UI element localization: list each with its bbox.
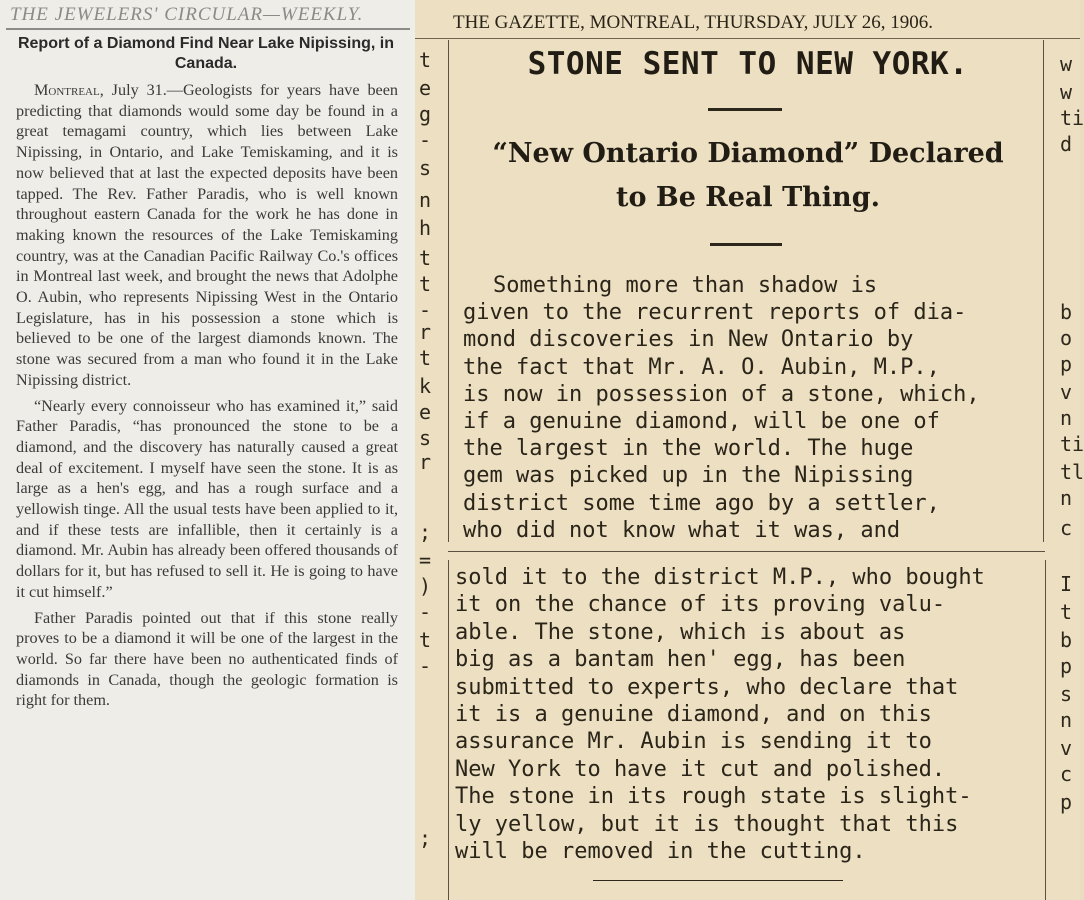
masthead-rule bbox=[6, 28, 410, 30]
fragment-glyph: t bbox=[419, 346, 432, 370]
fragment-glyph: p bbox=[1060, 654, 1073, 678]
jewelers-paragraph-2: “Nearly every connoisseur who has examined it,” said Father Paradis, “has pronounced the stone to be a diamond, and the discovery has naturally caused a great deal of excitement. I myself have seen the stone. It is as large as a hen's egg, and has a rough surface and a yellowish tinge. All the usual tests have been applied to it, and if these tests are infallible, then it certainly is a diamond. Mr. Aubin has already been offered thousands of dollars for it, but has refused to sell it. He is going to have it cut himself.” bbox=[16, 396, 398, 601]
gazette-line: will be removed in the cutting. bbox=[455, 838, 866, 864]
fragment-glyph: - bbox=[419, 600, 432, 624]
fragment-glyph: - bbox=[419, 298, 432, 322]
fragment-glyph: = bbox=[419, 548, 432, 572]
fragment-glyph: b bbox=[1060, 628, 1073, 652]
gazette-body-lower bbox=[455, 564, 1033, 865]
gazette-line: The stone in its rough state is slight- bbox=[455, 784, 972, 810]
gazette-line: given to the recurrent reports of dia- bbox=[463, 300, 967, 326]
fragment-glyph: h bbox=[419, 216, 432, 240]
fragment-glyph: r bbox=[419, 320, 432, 344]
gazette-line: ly yellow, but it is thought that this bbox=[455, 811, 959, 837]
fragment-glyph: ti bbox=[1060, 106, 1084, 130]
fragment-glyph: e bbox=[419, 400, 432, 424]
title-dash bbox=[708, 108, 782, 111]
fragment-glyph: c bbox=[1060, 516, 1073, 540]
fragment-glyph: n bbox=[419, 188, 432, 212]
gazette-line: able. The stone, which is about as bbox=[455, 619, 906, 645]
fragment-glyph: o bbox=[1060, 326, 1073, 350]
fragment-glyph: n bbox=[1060, 708, 1073, 732]
jewelers-masthead: THE JEWELERS' CIRCULAR—WEEKLY. bbox=[10, 4, 364, 25]
column-rule-left-upper bbox=[448, 40, 449, 542]
gazette-line: sold it to the district M.P., who bought bbox=[455, 565, 985, 590]
fragment-glyph: s bbox=[1060, 682, 1073, 706]
fragment-glyph: r bbox=[419, 450, 432, 474]
gazette-line: if a genuine diamond, will be one of bbox=[463, 408, 940, 434]
end-rule bbox=[593, 880, 843, 881]
fragment-glyph: ; bbox=[419, 826, 432, 850]
fragment-glyph: ) bbox=[419, 574, 432, 598]
gazette-line: submitted to experts, who declare that bbox=[455, 674, 959, 700]
fragment-glyph: t bbox=[419, 246, 432, 270]
gazette-line: New York to have it cut and polished. bbox=[455, 756, 946, 782]
fragment-glyph: e bbox=[419, 76, 432, 100]
fragment-glyph: v bbox=[1060, 736, 1073, 760]
fragment-glyph: g bbox=[419, 102, 432, 126]
fragment-glyph: t bbox=[419, 48, 432, 72]
jewelers-article-body bbox=[16, 80, 398, 716]
fragment-glyph: ; bbox=[419, 520, 432, 544]
fragment-glyph: t bbox=[419, 628, 432, 652]
gazette-line: the largest in the world. The huge bbox=[463, 436, 914, 462]
subtitle-dash bbox=[710, 243, 782, 246]
gazette-line: it is a genuine diamond, and on this bbox=[455, 701, 932, 727]
subtitle-line-2: to Be Real Thing. bbox=[616, 182, 880, 213]
gazette-line: is now in possession of a stone, which, bbox=[463, 381, 980, 407]
fragment-glyph: b bbox=[1060, 300, 1073, 324]
gazette-line: assurance Mr. Aubin is sending it to bbox=[455, 729, 932, 755]
fragment-glyph: w bbox=[1060, 80, 1073, 104]
gazette-line: gem was picked up in the Nipissing bbox=[463, 463, 914, 489]
subtitle-line-1: “New Ontario Diamond” Declared bbox=[492, 138, 1004, 169]
fragment-glyph: - bbox=[419, 128, 432, 152]
column-rule-right-upper bbox=[1043, 40, 1044, 542]
adjacent-column-left bbox=[415, 40, 447, 900]
fragment-glyph: s bbox=[419, 156, 432, 180]
gazette-line: district some time ago by a settler, bbox=[463, 490, 940, 516]
dateline: Montreal bbox=[34, 81, 100, 99]
jewelers-headline: Report of a Diamond Find Near Lake Nipissing, in Canada. bbox=[17, 35, 395, 72]
gazette-title: STONE SENT TO NEW YORK. bbox=[527, 46, 969, 82]
fragment-glyph: tl bbox=[1060, 460, 1084, 484]
column-rule-left-lower bbox=[448, 560, 449, 900]
fragment-glyph: p bbox=[1060, 790, 1073, 814]
gazette-line: mond discoveries in New Ontario by bbox=[463, 327, 914, 353]
gazette-line: who did not know what it was, and bbox=[463, 517, 901, 543]
jewelers-circular-clipping bbox=[0, 0, 415, 900]
jewelers-paragraph-1: Montreal, July 31.—Geologists for years have been predicting that diamonds would some day be found in a great temagami country, which lies between Lake Nipissing, in Ontario, and Lake Temiskaming, and it is now believed that at last the expected deposits have been tapped. The Rev. Father Paradis, who is well known throughout eastern Canada for the work he has done in making known the resources of the Lake Temiskaming country, was at the Canadian Pacific Railway Co.'s offices in Montreal last week, and brought the news that Adolphe O. Aubin, who represents Nipissing West in the Ontario Legislature, has in his possession a stone which is believed to be one of the largest diamonds known. The stone was secured from a man who found it in the Lake Nipissing district. bbox=[16, 81, 398, 389]
jewelers-paragraph-3: Father Paradis pointed out that if this stone really proves to be a diamond it will be one of the largest in the world. So far there have been no authenticated finds of diamonds in Canada, though the geologic formation is right for them. bbox=[16, 608, 398, 710]
fragment-glyph: p bbox=[1060, 352, 1073, 376]
fragment-glyph: n bbox=[1060, 486, 1073, 510]
gazette-clipping bbox=[415, 0, 1084, 900]
fragment-glyph: v bbox=[1060, 380, 1073, 404]
adjacent-column-right bbox=[1055, 40, 1084, 900]
column-rule-right-lower bbox=[1045, 560, 1046, 900]
fragment-glyph: ti bbox=[1060, 432, 1084, 456]
gazette-body-upper bbox=[463, 272, 1033, 544]
gazette-line: the fact that Mr. A. O. Aubin, M.P., bbox=[463, 354, 940, 380]
gazette-masthead-rule bbox=[415, 38, 1080, 39]
gazette-masthead: THE GAZETTE, MONTREAL, THURSDAY, JULY 26, 1906. bbox=[453, 12, 933, 33]
fragment-glyph: - bbox=[419, 654, 432, 678]
fragment-glyph: n bbox=[1060, 406, 1073, 430]
fragment-glyph: s bbox=[419, 426, 432, 450]
gazette-line: it on the chance of its proving valu- bbox=[455, 592, 946, 618]
gazette-line: big as a bantam hen' egg, has been bbox=[455, 647, 906, 673]
fragment-glyph: w bbox=[1060, 52, 1073, 76]
fragment-glyph: t bbox=[419, 272, 432, 296]
gazette-line: Something more than shadow is bbox=[493, 273, 878, 298]
fragment-glyph: k bbox=[419, 374, 432, 398]
fragment-glyph: d bbox=[1060, 132, 1073, 156]
fragment-glyph: t bbox=[1060, 600, 1073, 624]
fragment-glyph: I bbox=[1060, 572, 1073, 596]
fold-rule bbox=[448, 551, 1045, 552]
gazette-subtitle bbox=[463, 132, 1033, 220]
fragment-glyph: c bbox=[1060, 762, 1073, 786]
